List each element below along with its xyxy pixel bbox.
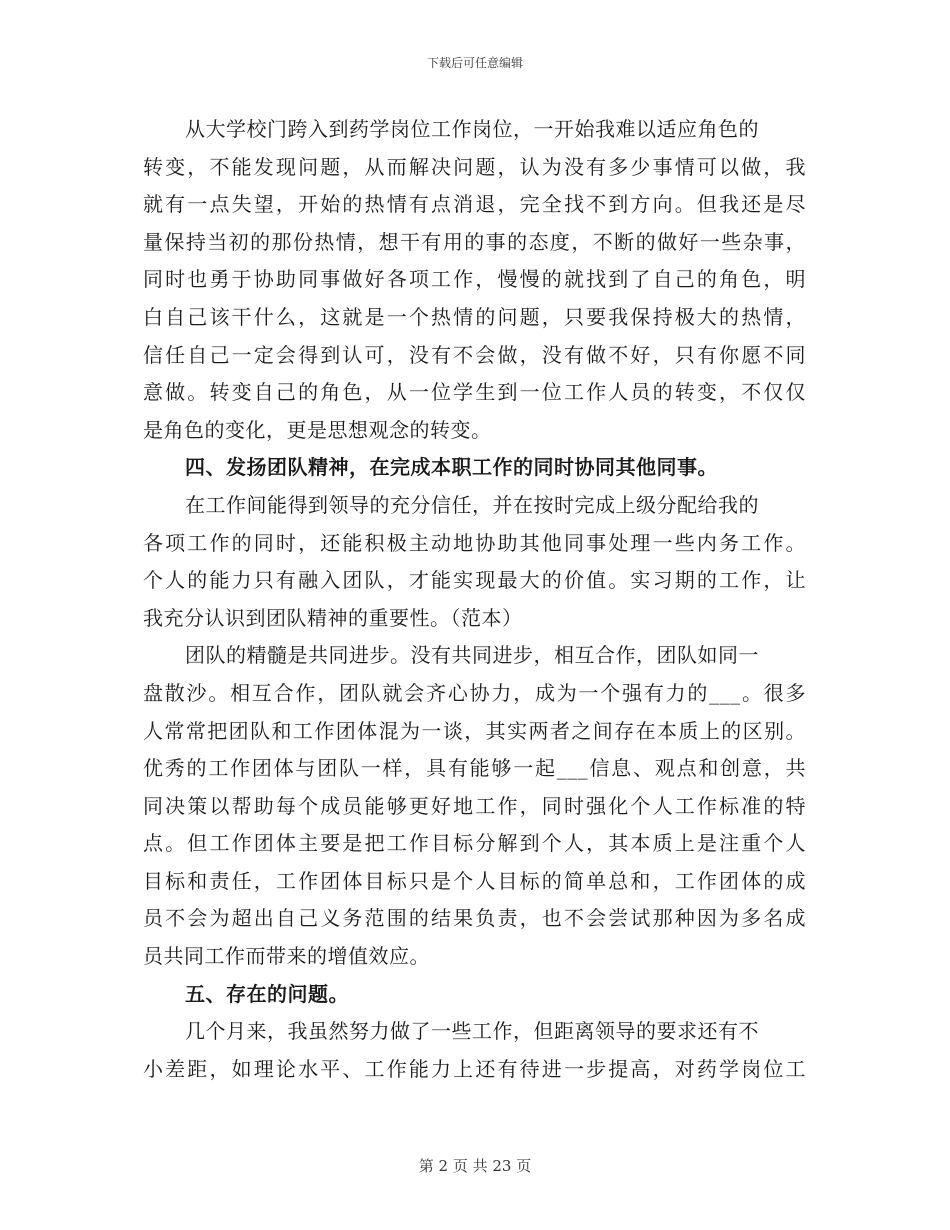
paragraph-line: 优秀的工作团体与团队一样，具有能够一起___信息、观点和创意，共 bbox=[143, 756, 806, 781]
page-header: 下载后可任意编辑 bbox=[426, 56, 523, 70]
paragraph-line: 量保持当初的那份热情，想干有用的事的态度，不断的做好一些杂事， bbox=[143, 229, 806, 254]
paragraph-line: 在工作间能得到领导的充分信任，并在按时完成上级分配给我的 bbox=[185, 492, 759, 517]
paragraph-line: 信任自己一定会得到认可，没有不会做，没有做不好，只有你愿不同 bbox=[143, 342, 806, 367]
document-body bbox=[143, 111, 806, 1088]
paragraph-line: 小差距，如理论水平、工作能力上还有待进一步提高，对药学岗位工 bbox=[143, 1056, 806, 1081]
section-heading: 五、存在的问题。 bbox=[185, 981, 349, 1006]
paragraph-line: 员不会为超出自己义务范围的结果负责，也不会尝试那种因为多名成 bbox=[143, 906, 806, 931]
paragraph-line: 员共同工作而带来的增值效应。 bbox=[143, 944, 430, 969]
section-heading: 四、发扬团队精神，在完成本职工作的同时协同其他同事。 bbox=[185, 455, 718, 480]
paragraph-line: 意做。转变自己的角色，从一位学生到一位工作人员的转变，不仅仅 bbox=[143, 380, 806, 405]
paragraph-line: 我充分认识到团队精神的重要性。（范本） bbox=[143, 605, 523, 630]
paragraph-line: 转变，不能发现问题，从而解决问题，认为没有多少事情可以做，我 bbox=[143, 154, 806, 179]
paragraph-line: 同决策以帮助每个成员能够更好地工作，同时强化个人工作标准的特 bbox=[143, 793, 806, 818]
paragraph-line: 人常常把团队和工作团体混为一谈，其实两者之间存在本质上的区别。 bbox=[143, 718, 806, 743]
paragraph-line: 就有一点失望，开始的热情有点消退，完全找不到方向。但我还是尽 bbox=[143, 192, 806, 217]
paragraph-line: 各项工作的同时，还能积极主动地协助其他同事处理一些内务工作。 bbox=[143, 530, 806, 555]
paragraph-line: 是角色的变化，更是思想观念的转变。 bbox=[143, 417, 492, 442]
paragraph-line: 点。但工作团体主要是把工作目标分解到个人，其本质上是注重个人 bbox=[143, 831, 806, 856]
page-number-footer: 第 2 页 共 23 页 bbox=[418, 1157, 532, 1175]
paragraph-line: 个人的能力只有融入团队，才能实现最大的价值。实习期的工作，让 bbox=[143, 568, 806, 593]
paragraph-line: 盘散沙。相互合作，团队就会齐心协力，成为一个强有力的___。很多 bbox=[143, 680, 806, 705]
paragraph-line: 从大学校门跨入到药学岗位工作岗位，一开始我难以适应角色的 bbox=[185, 117, 759, 141]
paragraph-line: 几个月来，我虽然努力做了一些工作，但距离领导的要求还有不 bbox=[185, 1019, 759, 1044]
paragraph-line: 白自己该干什么，这就是一个热情的问题，只要我保持极大的热情， bbox=[143, 304, 806, 329]
paragraph-line: 目标和责任，工作团体目标只是个人目标的简单总和，工作团体的成 bbox=[143, 868, 806, 893]
paragraph-line: 团队的精髓是共同进步。没有共同进步，相互合作，团队如同一 bbox=[185, 643, 759, 668]
paragraph-line: 同时也勇于协助同事做好各项工作，慢慢的就找到了自己的角色，明 bbox=[143, 267, 806, 292]
